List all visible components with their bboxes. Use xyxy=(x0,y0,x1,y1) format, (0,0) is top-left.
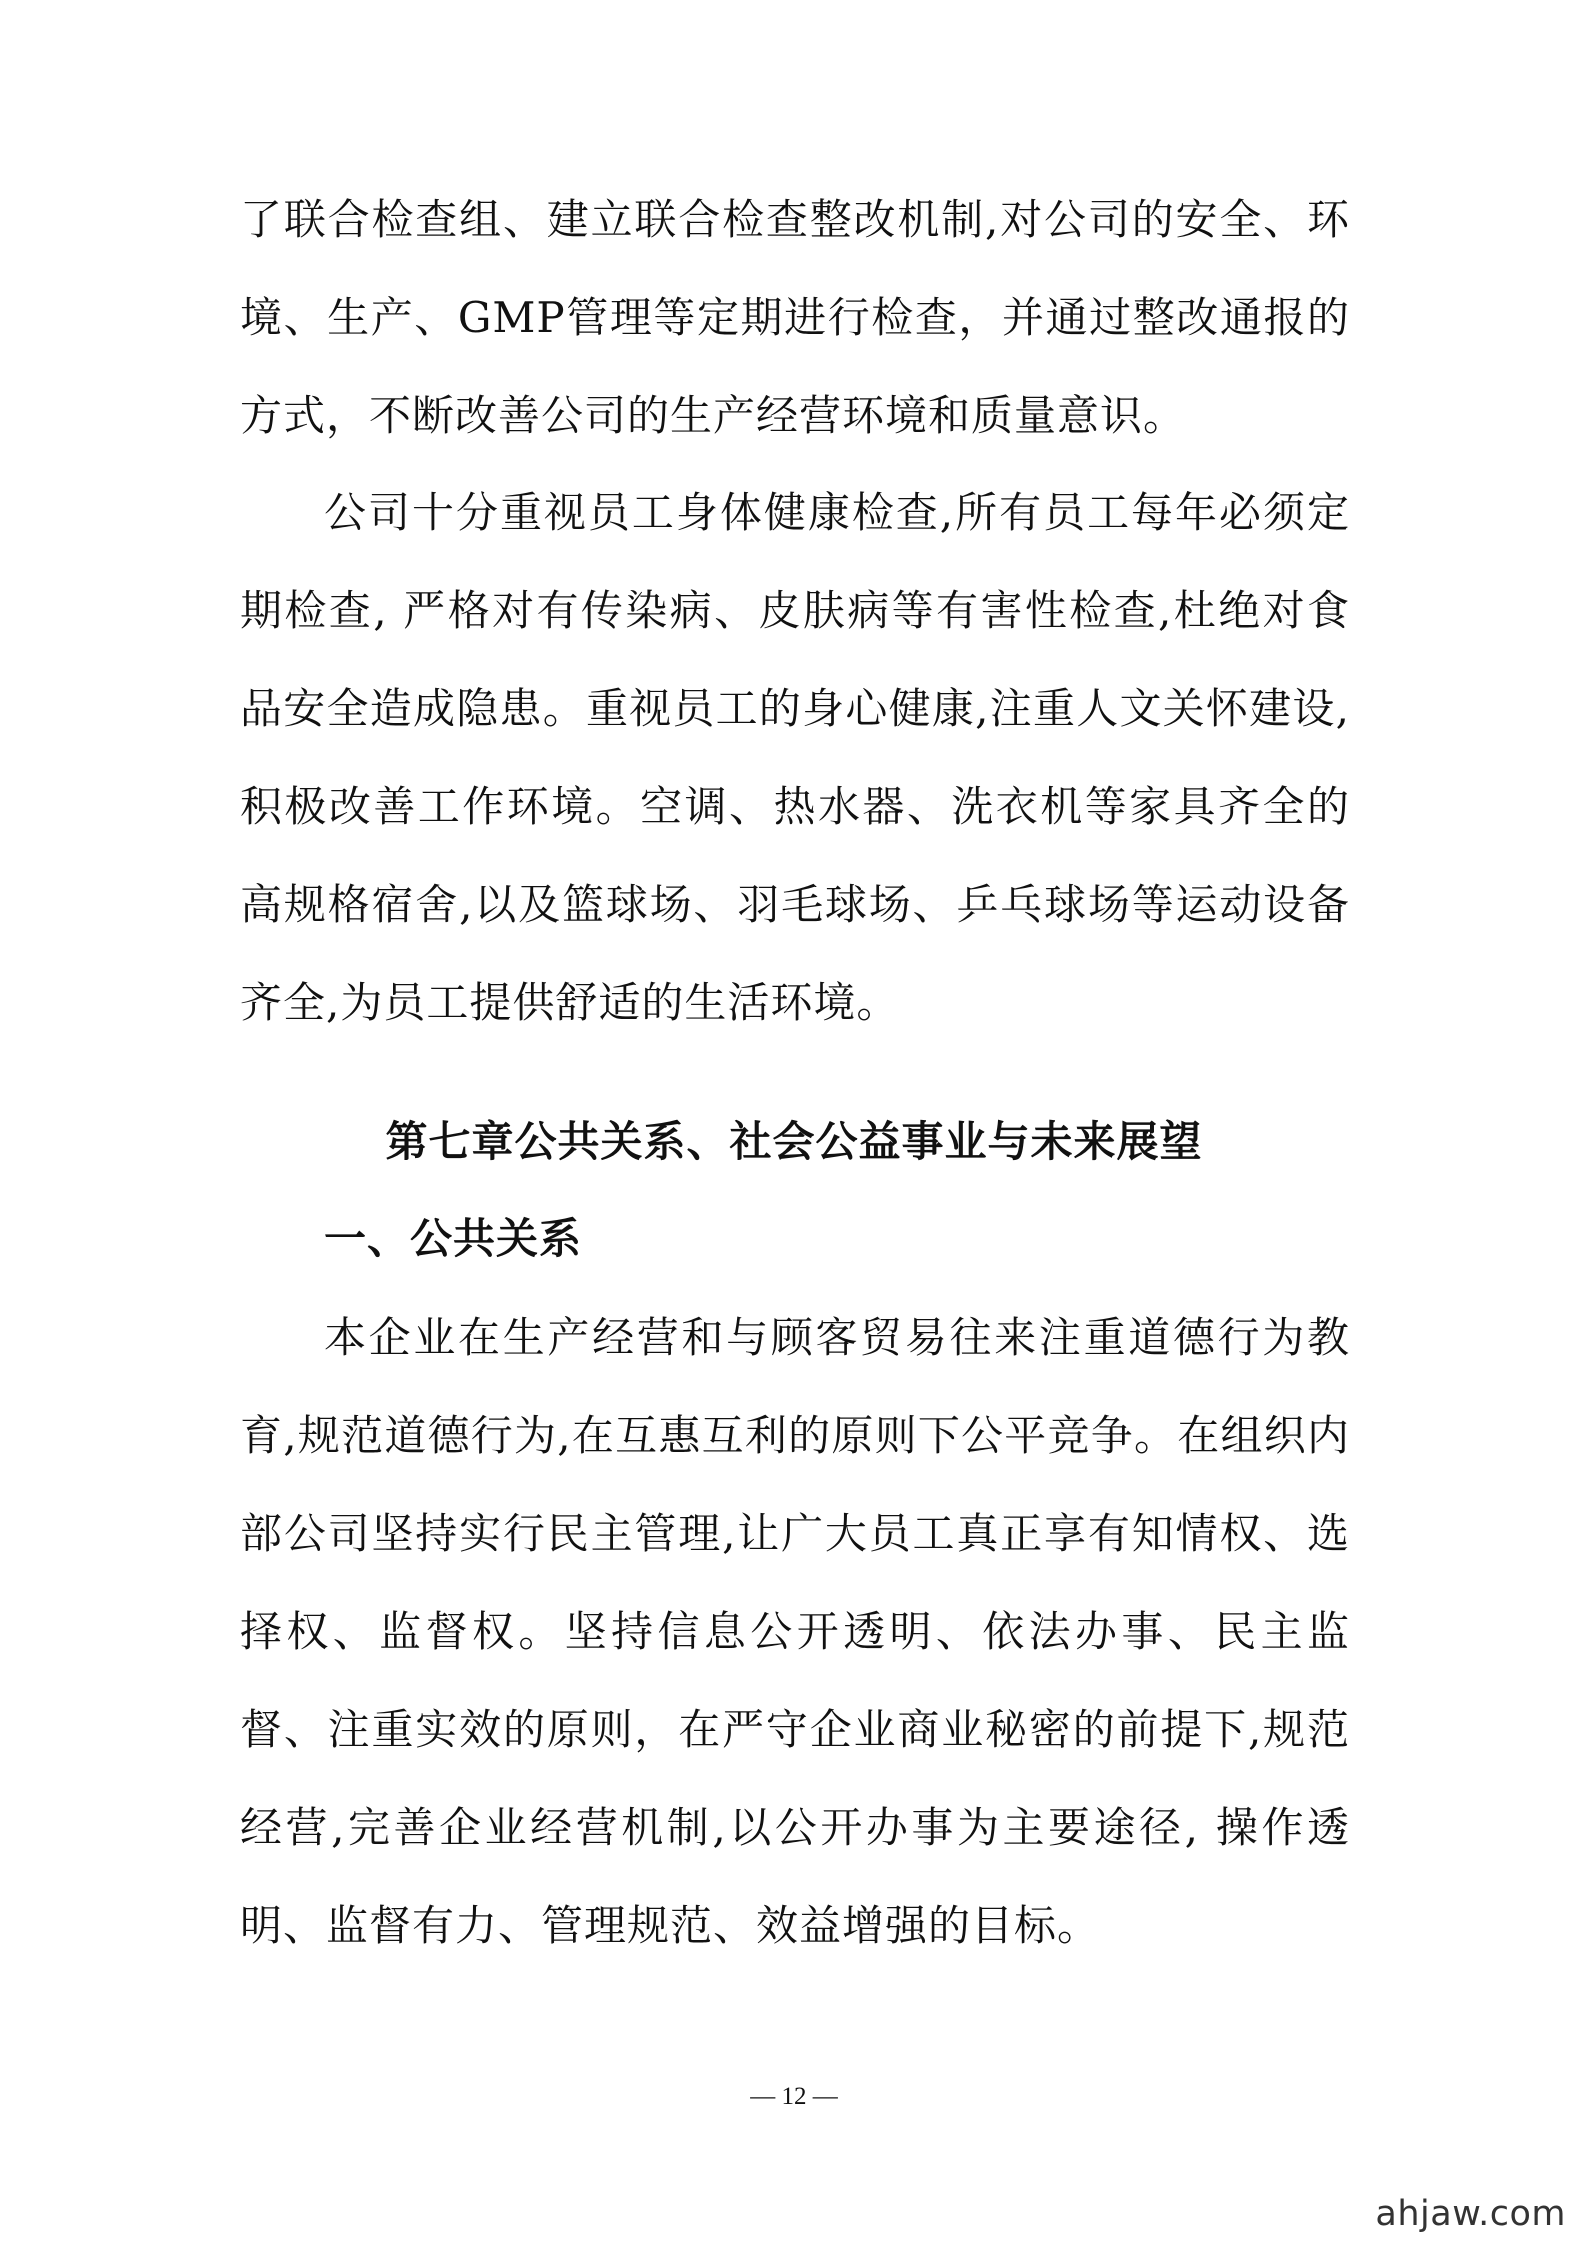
paragraph-health-check: 公司十分重视员工身体健康检查,所有员工每年必须定期检查, 严格对有传染病、皮肤病等有害性检查,杜绝对食品安全造成隐患。重视员工的身心健康,注重人文关怀建设,积极改善工作环境。空调、热水器、洗衣机等家具齐全的高规格宿舍,以及篮球场、羽毛球场、乒乓球场等运动设备齐全,为员工提供舒适的生活环境。 xyxy=(240,488,1350,1027)
chapter-title: 第七章公共关系、社会公益事业与未来展望 xyxy=(385,1117,1203,1166)
page-number: — 12 — xyxy=(750,2083,838,2110)
watermark-text: ahjaw.com xyxy=(1375,2194,1566,2234)
section-heading: 一、公共关系 xyxy=(324,1214,583,1263)
paragraph-public-relations: 本企业在生产经营和与顾客贸易往来注重道德行为教育,规范道德行为,在互惠互利的原则下公平竞争。在组织内部公司坚持实行民主管理,让广大员工真正享有知情权、选择权、监督权。坚持信息公开透明、依法办事、民主监督、注重实效的原则，在严守企业商业秘密的前提下,规范经营,完善企业经营机制,以公开办事为主要途径, 操作透明、监督有力、管理规范、效益增强的目标。 xyxy=(240,1313,1350,1950)
paragraph-continuation: 了联合检查组、建立联合检查整改机制,对公司的安全、环境、生产、GMP管理等定期进行检查，并通过整改通报的方式，不断改善公司的生产经营环境和质量意识。 xyxy=(240,195,1350,440)
